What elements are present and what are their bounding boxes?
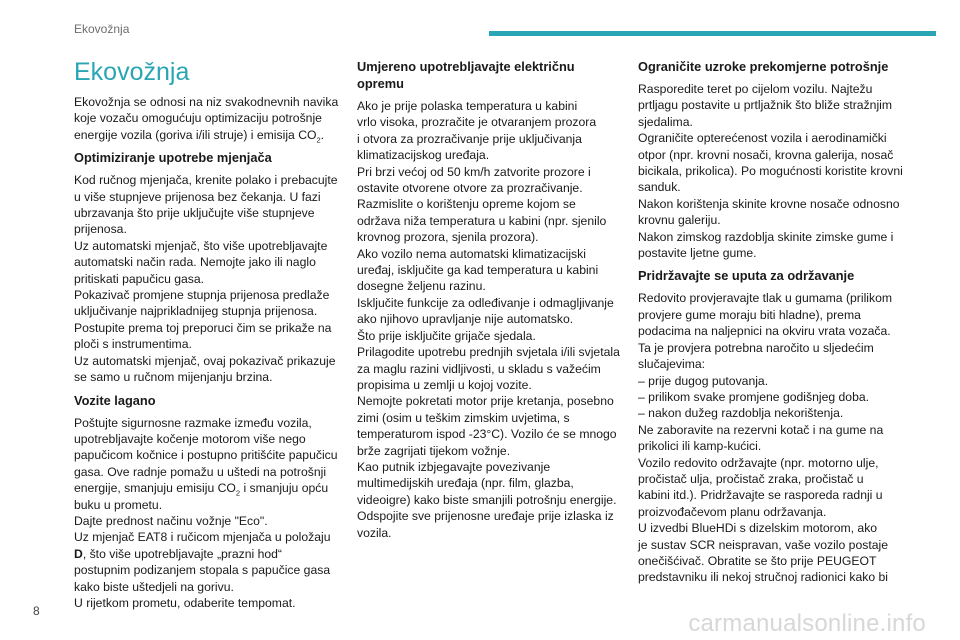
- text-line: Postupite prema toj preporuci čim se prikaže na: [74, 320, 332, 335]
- text-line: – prilikom svake promjene godišnjeg doba.: [638, 389, 870, 404]
- text-segment: .: [320, 127, 325, 142]
- text-line: za maglu razini vidljivosti, u skladu s važećim: [357, 361, 601, 376]
- text-line: vrlo visoka, prozračite je otvaranjem prozora: [357, 115, 597, 130]
- text-line: ploči s instrumentima.: [74, 337, 192, 352]
- text-line: Ta je provjera potrebna naročito u sljedećim: [638, 340, 874, 355]
- text-line: postupnim podizanjem stopala s papučice gasa: [74, 563, 331, 578]
- text-line: uključivanje najprikladnijeg stupnja prijenosa.: [74, 304, 318, 319]
- text-line: sanduk.: [638, 180, 681, 195]
- text-line: Što prije isključite grijače sjedala.: [357, 328, 536, 343]
- text-line: Nakon zimskog razdoblja skinite zimske gume i: [638, 229, 894, 244]
- text-line: u više stupnjeve prijenosa bez čekanja. U fazi: [74, 189, 321, 204]
- section-heading: Ograničite uzroke prekomjerne potrošnje: [638, 59, 889, 74]
- text-line: temperaturom ispod -23°C). Vozilo će se mnogo: [357, 427, 617, 442]
- text-line: Nakon korištenja skinite krovne nosače odnosno: [638, 196, 900, 211]
- text-segment: i smanjuju opću: [240, 481, 329, 496]
- text-line: pročistač ulja, pročistač zraka, pročistač u: [638, 471, 864, 486]
- text-line: automatski način rada. Nemojte jako ili naglo: [74, 255, 316, 270]
- text-line: Redovito provjeravajte tlak u gumama (prilikom: [638, 291, 893, 306]
- paragraph: [638, 290, 904, 585]
- section-heading: [357, 58, 623, 92]
- text-line: opremu: [357, 76, 404, 91]
- text-line: propisima u zemlji u kojoj vozite.: [357, 377, 532, 392]
- text-line: Uz automatski mjenjač, što više upotrebljavajte: [74, 238, 328, 253]
- text-line: ostavite otvorene otvore za prozračivanje.: [357, 181, 583, 196]
- subscript: 2: [235, 488, 241, 498]
- text-line: Dajte prednost načinu vožnje "Eco".: [74, 513, 268, 528]
- text-line: [74, 127, 340, 143]
- text-line: je sustav SCR neispravan, vaše vozilo postaje: [638, 537, 888, 552]
- text-line: predstavniku ili nekoj stručnoj radionici kako bi: [638, 570, 888, 585]
- paragraph: [357, 98, 623, 541]
- text-line: U rijetkom prometu, odaberite tempomat.: [74, 595, 296, 610]
- text-line: [74, 480, 340, 496]
- text-line: [74, 546, 340, 562]
- text-line: Vozilo redovito održavajte (npr. motorno ulje,: [638, 455, 879, 470]
- text-line: ubrzavanja što prije uključujte više stupnjeve: [74, 206, 315, 221]
- text-line: Ekovožnja se odnosi na niz svakodnevnih navika: [74, 95, 339, 109]
- text-line: prikolici ili kamp-kućici.: [638, 439, 762, 454]
- text-line: gasa. Ove radnje pomažu u uštedi na potrošnji: [74, 464, 327, 479]
- paragraph: [638, 81, 904, 261]
- text-line: dosegne željenu razinu.: [357, 279, 486, 294]
- text-line: Ako vozilo nema automatski klimatizacijski: [357, 246, 586, 261]
- text-line: zimi (osim u teškim zimskim uvjetima, s: [357, 410, 570, 425]
- column-3: [638, 58, 904, 592]
- text-line: se samo u ručnom mijenjanju brzina.: [74, 370, 273, 385]
- header-accent-bar: [489, 31, 936, 36]
- text-line: podacima na naljepnici na okviru vrata vozača.: [638, 324, 891, 339]
- text-line: vozila.: [357, 525, 392, 540]
- text-line: Uz automatski mjenjač, ovaj pokazivač prikazuje: [74, 353, 336, 368]
- paragraph: [74, 415, 340, 612]
- text-line: Ako je prije polaska temperatura u kabini: [357, 99, 578, 113]
- running-header: Ekovožnja: [74, 22, 130, 36]
- column-1: [74, 58, 340, 617]
- text-line: Isključite funkcije za odleđivanje i odmagljivanje: [357, 295, 614, 310]
- text-line: Pokazivač promjene stupnja prijenosa predlaže: [74, 288, 330, 303]
- text-line: otpor (npr. krovni nosači, krovna galerija, nosač: [638, 147, 894, 162]
- text-line: bicikala, prikolica). Po mogućnosti koristite krovni: [638, 164, 903, 179]
- text-line: proizvođačevom planu održavanja.: [638, 504, 827, 519]
- text-line: upotrebljavajte kočenje motorom više nego: [74, 431, 306, 446]
- page-number: 8: [33, 604, 40, 618]
- text-line: sjedalima.: [638, 114, 693, 129]
- text-line: Ne zaboravite na rezervni kotač i na gume na: [638, 422, 884, 437]
- text-line: kako biste uštedjeli na gorivu.: [74, 579, 234, 594]
- text-line: provjere gume moraju biti hladne), prema: [638, 307, 861, 322]
- text-line: – prije dugog putovanja.: [638, 373, 769, 388]
- bold-text: D: [74, 546, 83, 561]
- text-line: koje vozaču omogućuju optimizaciju potrošnje: [74, 111, 322, 126]
- text-line: prtljagu postavite u prtljažnik što bliže stražnjim: [638, 98, 893, 113]
- text-segment: energije, smanjuju emisiju CO: [74, 481, 236, 496]
- section-heading: Vozite lagano: [74, 392, 156, 408]
- text-segment: , što više upotrebljavajte „prazni hod“: [82, 546, 282, 561]
- text-line: Odspojite sve prijenosne uređaje prije izlaska iz: [357, 509, 614, 524]
- text-line: Rasporedite teret po cijelom vozilu. Najtežu: [638, 82, 873, 96]
- text-line: papučicom kočnice i postupno pritišćite papučicu: [74, 448, 338, 463]
- text-line: Poštujte sigurnosne razmake između vozila,: [74, 415, 312, 430]
- text-line: videoigre) kako biste smanjili potrošnju energije.: [357, 492, 617, 507]
- text-line: održava niža temperatura u kabini (npr. sjenilo: [357, 213, 607, 228]
- subscript: 2: [316, 135, 321, 145]
- text-line: – nakon dužeg razdoblja nekorištenja.: [638, 406, 844, 421]
- text-line: Umjereno upotrebljavajte električnu: [357, 59, 575, 74]
- text-line: Pri brzi većoj od 50 km/h zatvorite prozore i: [357, 164, 591, 179]
- text-line: kabini itd.). Pridržavajte se rasporeda radnji u: [638, 488, 883, 503]
- text-line: Ograničite opterećenost vozila i aerodinamički: [638, 131, 887, 146]
- text-line: buku u prometu.: [74, 497, 163, 512]
- text-line: uređaj, isključite ga kad temperatura u kabini: [357, 263, 599, 278]
- text-line: slučajevima:: [638, 357, 706, 372]
- text-line: prijenosa.: [74, 222, 127, 237]
- column-2: [357, 58, 623, 547]
- paragraph: [74, 172, 340, 385]
- text-line: krovnu galeriju.: [638, 213, 721, 228]
- section-heading: Pridržavajte se uputa za održavanje: [638, 268, 855, 284]
- text-line: krovnog prozora, sjenila prozora).: [357, 230, 539, 245]
- text-line: onečišćivač. Obratite se što prije PEUGEOT: [638, 553, 877, 568]
- text-line: U izvedbi BlueHDi s dizelskim motorom, ako: [638, 521, 878, 536]
- text-line: i otvora za prozračivanje prije uključivanja: [357, 131, 582, 146]
- text-line: Uz mjenjač EAT8 i ručicom mjenjača u položaju: [74, 530, 331, 545]
- text-line: klimatizacijskog uređaja.: [357, 148, 490, 163]
- text-line: brže zagrijati tijekom vožnje.: [357, 443, 511, 458]
- text-line: Kod ručnog mjenjača, krenite polako i prebacujte: [74, 173, 338, 188]
- watermark: carmanualsonline.info: [688, 610, 926, 637]
- text-segment: energije vozila (goriva i/ili struje) i emisija CO: [74, 127, 317, 142]
- page-title: Ekovožnja: [74, 58, 190, 86]
- text-line: postavite ljetne gume.: [638, 246, 757, 261]
- text-line: Nemojte pokretati motor prije kretanja, posebno: [357, 394, 614, 409]
- text-line: Razmislite o korištenju opreme kojom se: [357, 197, 576, 212]
- text-line: ako njihovo upravljanje nije automatsko.: [357, 312, 574, 327]
- paragraph: [74, 94, 340, 143]
- text-line: pritiskati papučicu gasa.: [74, 271, 205, 286]
- section-heading: Optimiziranje upotrebe mjenjača: [74, 150, 272, 166]
- text-line: multimedijskih uređaja (npr. film, glazba,: [357, 476, 574, 491]
- text-line: Prilagodite upotrebu prednjih svjetala i/ili svjetala: [357, 345, 620, 360]
- text-line: Kao putnik izbjegavajte povezivanje: [357, 459, 551, 474]
